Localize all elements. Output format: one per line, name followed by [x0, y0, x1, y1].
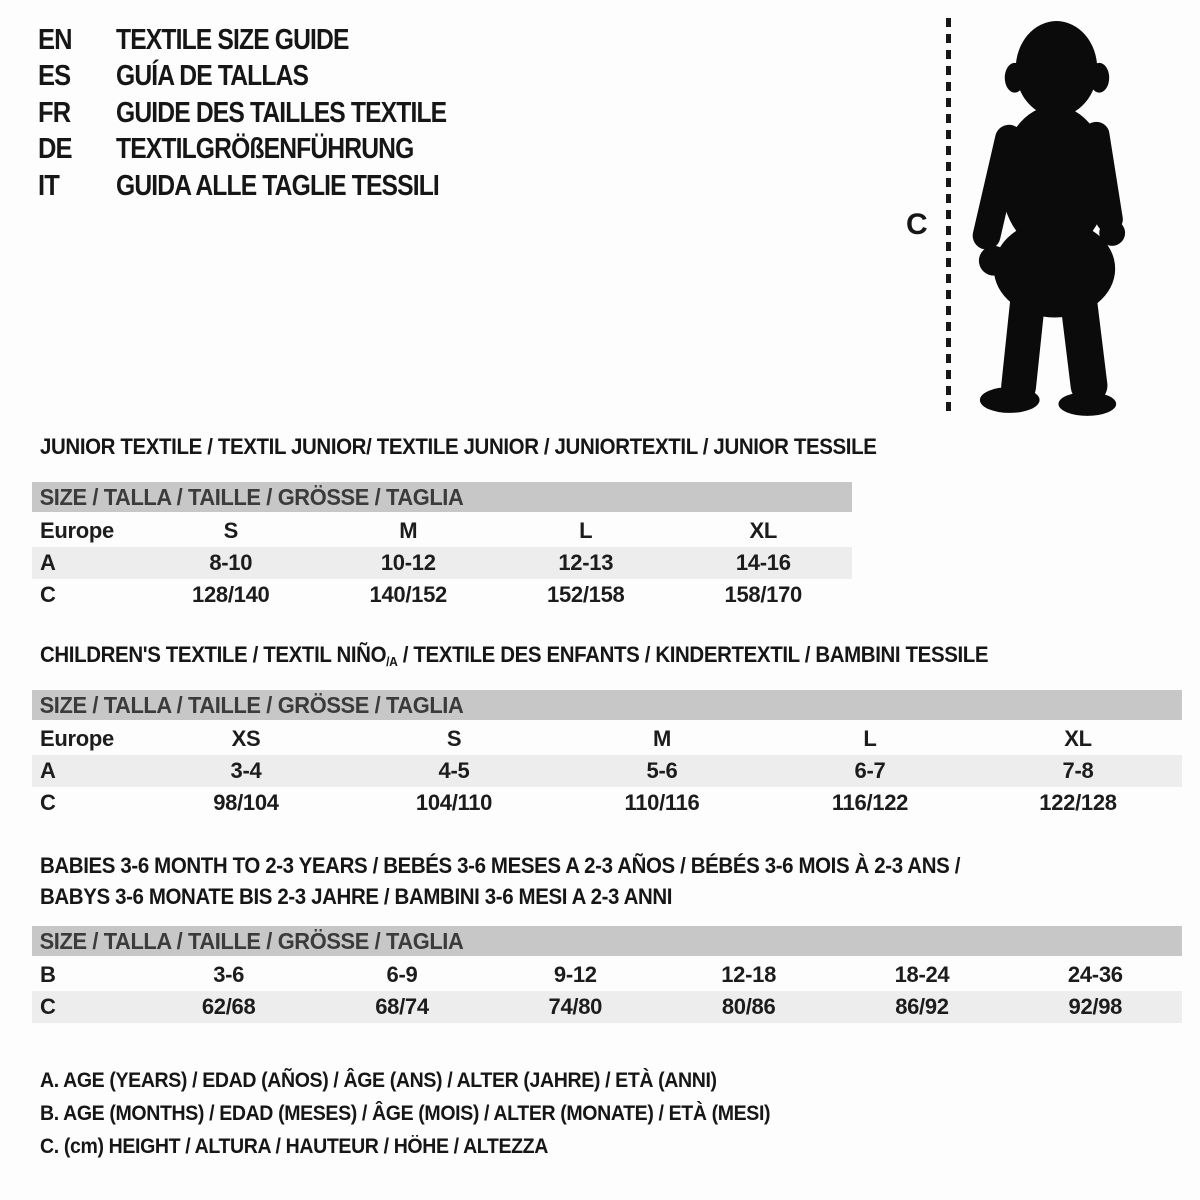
row-label: C: [40, 582, 56, 607]
cell-value: 3-4: [230, 758, 262, 783]
row-label: C: [40, 790, 56, 815]
cell-value: 80/86: [721, 994, 776, 1019]
children-section-title: [40, 642, 1060, 671]
size-header-label: SIZE / TALLA / TAILLE / GRÖSSE / TAGLIA: [39, 927, 464, 954]
language-row-es: [38, 59, 505, 96]
language-row-en: [38, 22, 505, 59]
junior-section-title: [40, 434, 939, 460]
junior-section-title-text: JUNIOR TEXTILE / TEXTIL JUNIOR/ TEXTILE JUNIOR / JUNIORTEXTIL / JUNIOR TESSILE: [40, 434, 877, 459]
legend-line-a: A. AGE (YEARS) / EDAD (AÑOS) / ÂGE (ANS) / ALTER (JAHRE) / ETÀ (ANNI): [40, 1069, 717, 1092]
row-label: A: [40, 758, 56, 783]
language-row-it: [38, 168, 505, 205]
table-row: [32, 755, 1182, 787]
cell-value: 5-6: [646, 758, 678, 783]
size-header-label: SIZE / TALLA / TAILLE / GRÖSSE / TAGLIA: [39, 691, 464, 718]
row-label: C: [40, 994, 56, 1019]
cell-value: 4-5: [438, 758, 470, 783]
language-row-de: [38, 132, 505, 169]
language-code: EN: [38, 23, 72, 56]
cell-value: 62/68: [201, 994, 256, 1019]
cell-value: 9-12: [553, 962, 597, 987]
cell-value: XL: [749, 518, 777, 543]
height-measure-label: C: [906, 208, 928, 241]
cell-value: 12-18: [721, 962, 777, 987]
language-code: IT: [38, 169, 59, 202]
cell-value: 6-9: [386, 962, 418, 987]
cell-value: L: [863, 726, 877, 751]
size-header-label: SIZE / TALLA / TAILLE / GRÖSSE / TAGLIA: [39, 483, 464, 510]
cell-value: 116/122: [831, 790, 909, 815]
cell-value: XL: [1064, 726, 1092, 751]
nino-a-subscript: /A: [386, 654, 398, 669]
junior-size-header-bar: [32, 482, 852, 512]
language-row-fr: [38, 95, 505, 132]
babies-section-title: [40, 850, 1029, 912]
children-size-table: [32, 723, 1182, 819]
language-code: DE: [38, 133, 72, 166]
babies-size-table: [32, 959, 1182, 1023]
cell-value: S: [223, 518, 238, 543]
language-code: FR: [38, 96, 71, 129]
cell-value: L: [579, 518, 593, 543]
babies-section-title-line2: BABYS 3-6 MONATE BIS 2-3 JAHRE / BAMBINI 3-6 MESI A 2-3 ANNI: [40, 884, 673, 909]
toddler-silhouette-icon: [960, 12, 1144, 420]
cell-value: 158/170: [724, 582, 802, 607]
cell-value: 10-12: [380, 550, 436, 575]
cell-value: 140/152: [369, 582, 447, 607]
cell-value: 8-10: [209, 550, 253, 575]
cell-value: 86/92: [895, 994, 949, 1019]
cell-value: S: [446, 726, 462, 751]
cell-value: 12-13: [558, 550, 614, 575]
row-label: Europe: [40, 726, 114, 751]
cell-value: 92/98: [1068, 994, 1123, 1019]
page-title: TEXTILE SIZE GUIDE: [116, 23, 349, 56]
row-label: B: [40, 962, 56, 987]
page-title-fr: GUIDE DES TAILLES TEXTILE: [116, 96, 447, 129]
language-title-list: [38, 22, 505, 205]
legend-line-b: B. AGE (MONTHS) / EDAD (MESES) / ÂGE (MOIS) / ALTER (MONATE) / ETÀ (MESI): [40, 1102, 771, 1125]
table-row: [32, 547, 852, 579]
page-title-it: GUIDA ALLE TAGLIE TESSILI: [116, 169, 439, 202]
table-row: [32, 515, 852, 547]
cell-value: 152/158: [547, 582, 625, 607]
cell-value: M: [399, 518, 418, 543]
babies-section-title-line1: BABIES 3-6 MONTH TO 2-3 YEARS / BEBÉS 3-6 MESES A 2-3 AÑOS / BÉBÉS 3-6 MOIS À 2-3 ANS /: [40, 853, 961, 878]
row-label: Europe: [40, 518, 114, 543]
cell-value: XS: [231, 726, 261, 751]
cell-value: 128/140: [192, 582, 270, 607]
table-row: [32, 723, 1182, 755]
table-row: [32, 991, 1182, 1023]
height-measure-dashed-line: [946, 18, 951, 416]
row-label: A: [40, 550, 56, 575]
table-row: [32, 579, 852, 611]
cell-value: 110/116: [624, 790, 700, 815]
page-title-de: TEXTILGRÖßENFÜHRUNG: [116, 133, 414, 166]
cell-value: 98/104: [213, 790, 279, 815]
children-size-header-bar: [32, 690, 1182, 720]
table-row: [32, 787, 1182, 819]
legend: [40, 1064, 825, 1163]
page-title-es: GUÍA DE TALLAS: [116, 60, 309, 93]
cell-value: 122/128: [1039, 790, 1117, 815]
cell-value: 6-7: [854, 758, 886, 783]
cell-value: 3-6: [213, 962, 245, 987]
cell-value: M: [652, 726, 672, 751]
legend-line-c: C. (cm) HEIGHT / ALTURA / HAUTEUR / HÖHE / ALTEZZA: [40, 1135, 548, 1158]
children-section-title-text: CHILDREN'S TEXTILE / TEXTIL NIÑO/A / TEXTILE DES ENFANTS / KINDERTEXTIL / BAMBINI TESSILE: [40, 642, 989, 669]
cell-value: 7-8: [1062, 758, 1094, 783]
junior-size-table: [32, 515, 852, 611]
cell-value: 104/110: [415, 790, 493, 815]
cell-value: 18-24: [894, 962, 950, 987]
language-code: ES: [38, 60, 71, 93]
cell-value: 24-36: [1067, 962, 1123, 987]
cell-value: 14-16: [735, 550, 791, 575]
cell-value: 74/80: [548, 994, 603, 1019]
babies-size-header-bar: [32, 926, 1182, 956]
table-row: [32, 959, 1182, 991]
cell-value: 68/74: [375, 994, 429, 1019]
